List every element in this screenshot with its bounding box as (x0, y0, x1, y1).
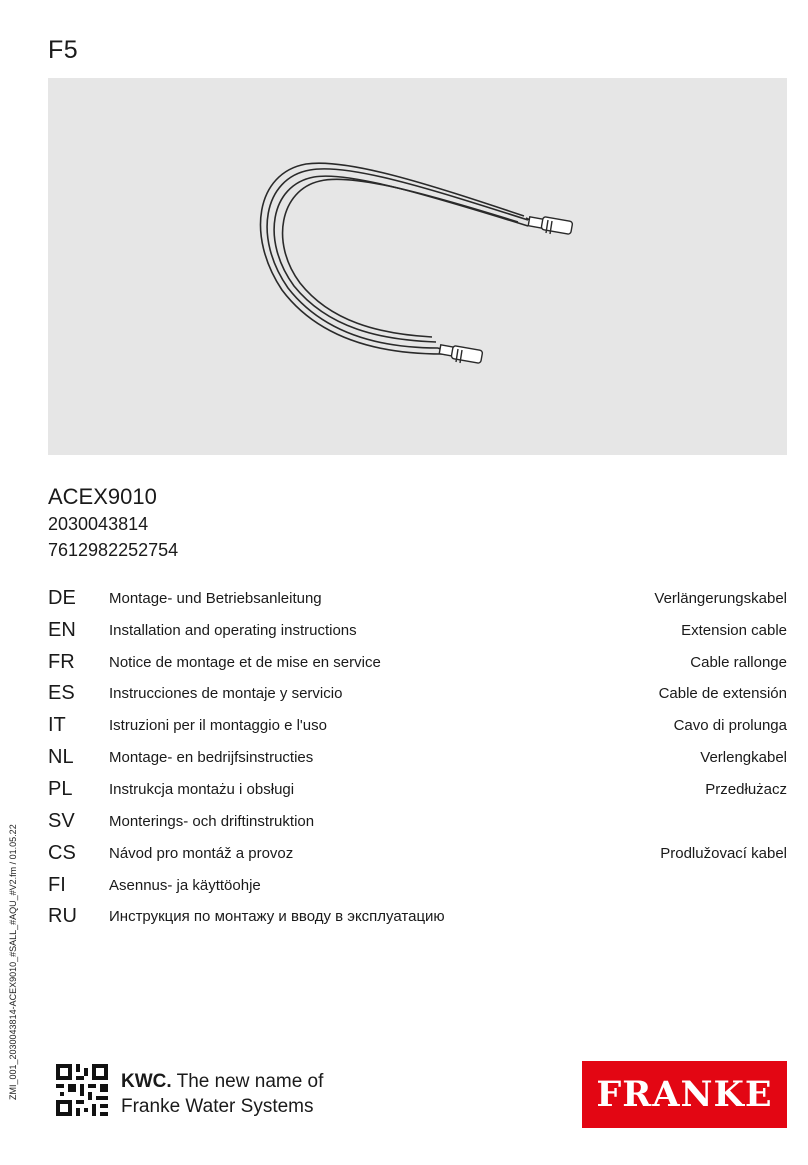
kwc-tagline-line1: The new name of (176, 1071, 324, 1092)
instruction-title: Instrukcja montażu i obsługi (109, 781, 295, 798)
document-reference: ZMI_001_2030043814-ACEX9010_#SALL_#AQU_#V2.fm / 01.05.22 (8, 824, 18, 1100)
extension-cable-icon (48, 78, 787, 455)
language-code: EN (48, 619, 76, 641)
kwc-tagline (121, 1071, 323, 1093)
instruction-title: Monterings- och driftinstruktion (109, 813, 315, 830)
product-name: Prodlužovací kabel (660, 845, 787, 862)
product-illustration (48, 78, 787, 455)
instruction-title: Installation and operating instructions (109, 622, 357, 639)
product-name: Przedłużacz (705, 781, 787, 798)
article-number: 2030043814 (48, 514, 149, 534)
language-row-nl (48, 746, 787, 772)
language-row-es (48, 682, 787, 708)
language-code: SV (48, 810, 75, 832)
product-name: Cable de extensión (658, 685, 787, 702)
language-code: RU (48, 905, 77, 927)
language-row-en (48, 619, 787, 645)
ean-code: 7612982252754 (48, 540, 179, 560)
page-label: F5 (48, 36, 79, 64)
instruction-title: Asennus- ja käyttöohje (109, 877, 261, 894)
instruction-title: Montage- en bedrijfsinstructies (109, 749, 314, 766)
language-row-it (48, 714, 787, 740)
instruction-title: Montage- und Betriebsanleitung (109, 590, 322, 607)
instruction-title: Инструкция по монтажу и вводу в эксплуатацию (109, 908, 445, 925)
instruction-title: Notice de montage et de mise en service (109, 654, 381, 671)
language-code: IT (48, 714, 66, 736)
language-code: FR (48, 651, 75, 673)
instruction-title: Istruzioni per il montaggio e l'uso (109, 717, 327, 734)
model-number: ACEX9010 (48, 484, 157, 509)
franke-logo: FRANKE (582, 1061, 787, 1128)
language-code: PL (48, 778, 73, 800)
language-code: NL (48, 746, 74, 768)
product-name: Cavo di prolunga (673, 717, 787, 734)
language-row-fi (48, 874, 787, 900)
language-code: FI (48, 874, 66, 896)
language-row-de (48, 587, 787, 613)
product-name: Extension cable (681, 622, 787, 639)
kwc-tagline-line2: Franke Water Systems (121, 1096, 314, 1117)
language-row-cs (48, 842, 787, 868)
language-row-ru (48, 905, 787, 931)
kwc-logo: KWC. (121, 1071, 172, 1092)
instruction-title: Instrucciones de montaje y servicio (109, 685, 343, 702)
language-row-fr (48, 651, 787, 677)
product-name: Verlängerungskabel (654, 590, 787, 607)
language-code: CS (48, 842, 76, 864)
instruction-title: Návod pro montáž a provoz (109, 845, 294, 862)
product-name: Verlengkabel (700, 749, 787, 766)
language-row-sv (48, 810, 787, 836)
language-code: ES (48, 682, 75, 704)
language-row-pl (48, 778, 787, 804)
product-name: Cable rallonge (690, 654, 787, 671)
language-code: DE (48, 587, 76, 609)
qr-code-icon (56, 1064, 108, 1116)
